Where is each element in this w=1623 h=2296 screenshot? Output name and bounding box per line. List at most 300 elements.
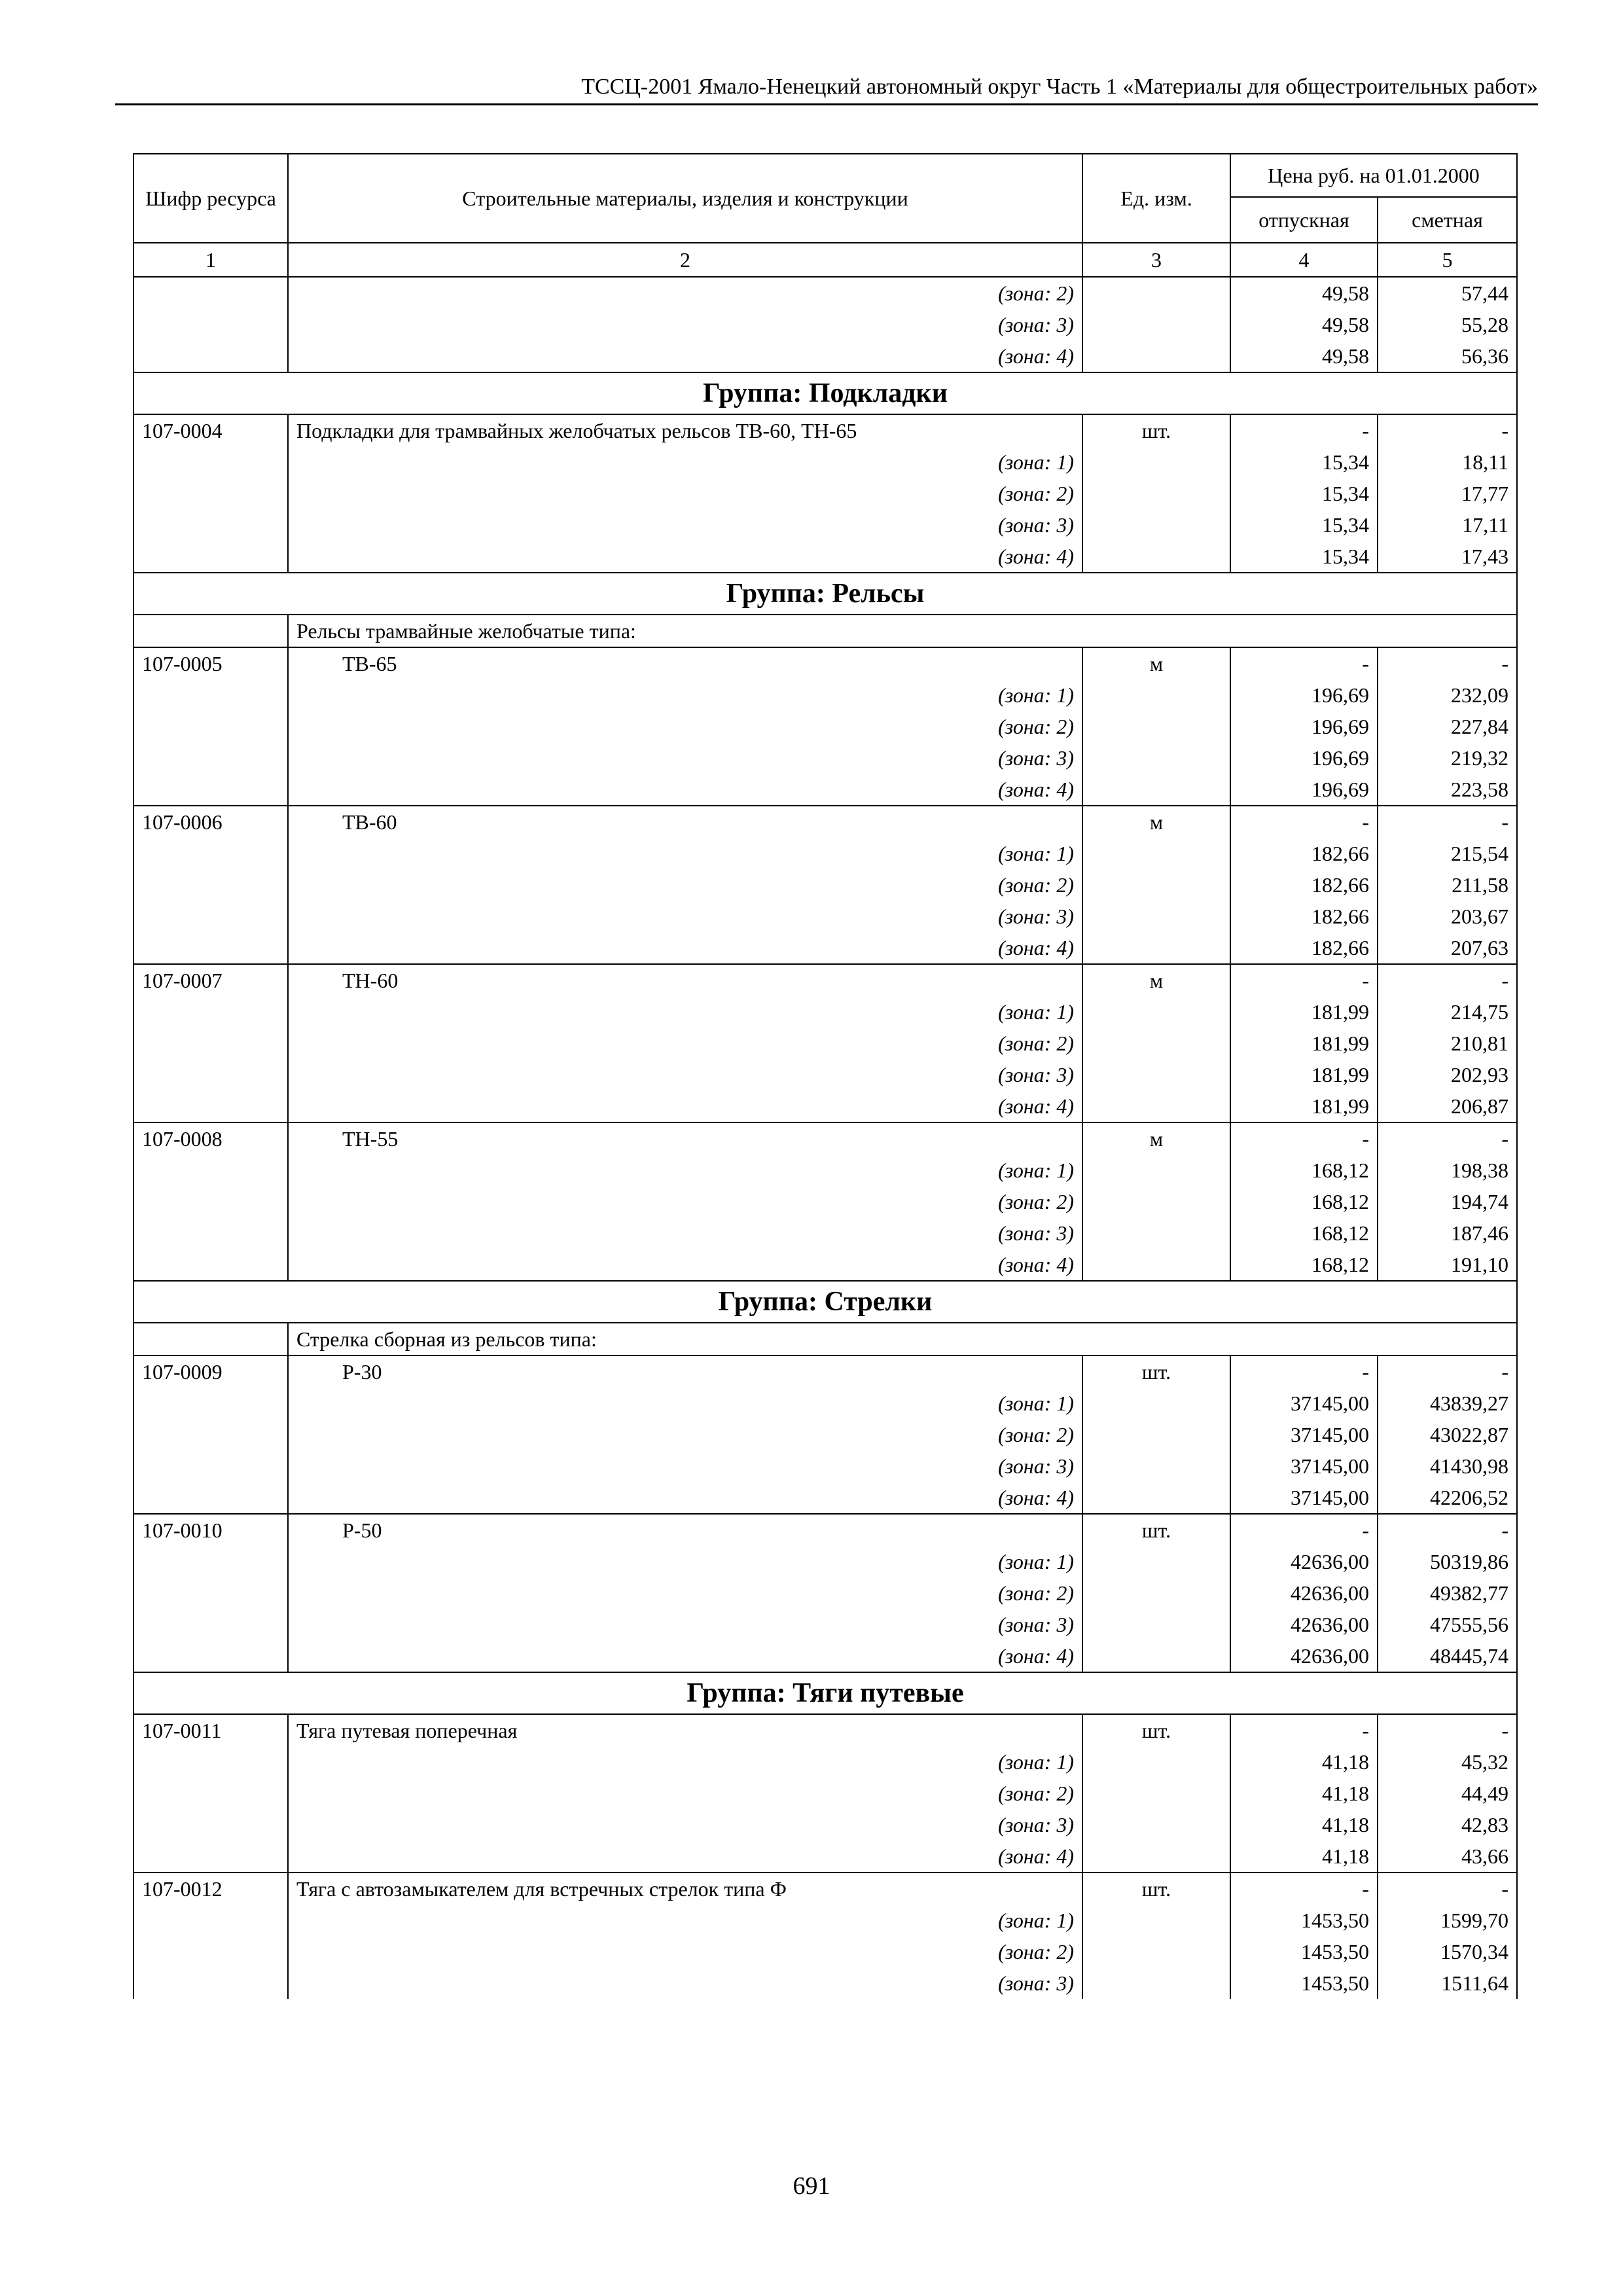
zone-price-row bbox=[134, 1905, 1517, 1936]
release-price: 15,34 bbox=[1230, 541, 1378, 573]
resource-row bbox=[134, 1122, 1517, 1155]
column-header-code: Шифр ресурса bbox=[134, 154, 288, 243]
group-heading: Группа: Стрелки bbox=[134, 1281, 1517, 1323]
resource-code-cell bbox=[134, 932, 288, 964]
zone-label: (зона: 4) bbox=[288, 932, 1082, 964]
estimate-price: 18,11 bbox=[1378, 446, 1517, 478]
resource-code-cell bbox=[134, 1090, 288, 1122]
resource-code-cell bbox=[134, 1967, 288, 1999]
column-header-name: Строительные материалы, изделия и конструкции bbox=[288, 154, 1082, 243]
release-price: 1453,50 bbox=[1230, 1905, 1378, 1936]
estimate-price: 42,83 bbox=[1378, 1809, 1517, 1840]
unit-cell bbox=[1082, 1546, 1230, 1577]
unit-of-measure: шт. bbox=[1082, 1514, 1230, 1546]
estimate-price: 206,87 bbox=[1378, 1090, 1517, 1122]
resource-code-cell bbox=[134, 1746, 288, 1778]
resource-code-cell bbox=[134, 742, 288, 774]
resource-code: 107-0012 bbox=[134, 1873, 288, 1905]
column-header-estimate-price: сметная bbox=[1378, 197, 1517, 243]
group-heading-row bbox=[134, 573, 1517, 615]
unit-of-measure: шт. bbox=[1082, 1355, 1230, 1388]
release-price: - bbox=[1230, 1122, 1378, 1155]
resource-row bbox=[134, 964, 1517, 996]
zone-label: (зона: 1) bbox=[288, 679, 1082, 711]
resource-code-cell bbox=[134, 996, 288, 1028]
zone-label: (зона: 2) bbox=[288, 1186, 1082, 1217]
estimate-price: 203,67 bbox=[1378, 901, 1517, 932]
release-price: 168,12 bbox=[1230, 1186, 1378, 1217]
zone-price-row bbox=[134, 1640, 1517, 1672]
resource-code-cell bbox=[134, 869, 288, 901]
resource-code-cell bbox=[134, 1809, 288, 1840]
group-heading: Группа: Подкладки bbox=[134, 372, 1517, 414]
zone-price-row bbox=[134, 1186, 1517, 1217]
zone-label: (зона: 1) bbox=[288, 1388, 1082, 1419]
column-header-price-group: Цена руб. на 01.01.2000 bbox=[1230, 154, 1517, 197]
estimate-price: 210,81 bbox=[1378, 1028, 1517, 1059]
estimate-price: 57,44 bbox=[1378, 277, 1517, 309]
zone-label: (зона: 1) bbox=[288, 1155, 1082, 1186]
unit-cell bbox=[1082, 340, 1230, 372]
resource-code-cell bbox=[134, 774, 288, 806]
estimate-price: 17,77 bbox=[1378, 478, 1517, 509]
release-price: - bbox=[1230, 1514, 1378, 1546]
unit-cell bbox=[1082, 309, 1230, 340]
release-price: - bbox=[1230, 806, 1378, 838]
resource-code-cell bbox=[134, 446, 288, 478]
resource-code: 107-0008 bbox=[134, 1122, 288, 1155]
group-heading-row bbox=[134, 1672, 1517, 1714]
resource-name: ТН-55 bbox=[288, 1122, 1082, 1155]
release-price: 42636,00 bbox=[1230, 1640, 1378, 1672]
estimate-price: 215,54 bbox=[1378, 838, 1517, 869]
group-heading-row bbox=[134, 1281, 1517, 1323]
unit-cell bbox=[1082, 901, 1230, 932]
estimate-price: 194,74 bbox=[1378, 1186, 1517, 1217]
group-heading-row bbox=[134, 372, 1517, 414]
resource-code-cell bbox=[134, 1640, 288, 1672]
resource-name: Р-50 bbox=[288, 1514, 1082, 1546]
resource-code-cell bbox=[134, 1059, 288, 1090]
release-price: 42636,00 bbox=[1230, 1546, 1378, 1577]
release-price: 37145,00 bbox=[1230, 1388, 1378, 1419]
table-header bbox=[134, 154, 1517, 277]
estimate-price: 198,38 bbox=[1378, 1155, 1517, 1186]
unit-cell bbox=[1082, 1059, 1230, 1090]
estimate-price: 48445,74 bbox=[1378, 1640, 1517, 1672]
unit-cell bbox=[1082, 1028, 1230, 1059]
resource-code-cell bbox=[134, 1840, 288, 1873]
resource-code-cell bbox=[134, 1249, 288, 1281]
zone-price-row bbox=[134, 1217, 1517, 1249]
subgroup-intro-row bbox=[134, 1323, 1517, 1355]
estimate-price: 211,58 bbox=[1378, 869, 1517, 901]
release-price: 196,69 bbox=[1230, 679, 1378, 711]
zone-price-row bbox=[134, 1609, 1517, 1640]
estimate-price: 223,58 bbox=[1378, 774, 1517, 806]
resource-name: ТН-60 bbox=[288, 964, 1082, 996]
zone-label: (зона: 4) bbox=[288, 541, 1082, 573]
release-price: 15,34 bbox=[1230, 509, 1378, 541]
header-divider bbox=[115, 103, 1538, 105]
zone-price-row bbox=[134, 742, 1517, 774]
resource-name: Р-30 bbox=[288, 1355, 1082, 1388]
unit-cell bbox=[1082, 932, 1230, 964]
unit-cell bbox=[1082, 711, 1230, 742]
zone-label: (зона: 2) bbox=[288, 1936, 1082, 1967]
release-price: - bbox=[1230, 1714, 1378, 1746]
resource-code-cell bbox=[134, 277, 288, 309]
zone-label: (зона: 3) bbox=[288, 1059, 1082, 1090]
zone-price-row bbox=[134, 932, 1517, 964]
unit-cell bbox=[1082, 996, 1230, 1028]
unit-cell bbox=[1082, 1217, 1230, 1249]
zone-label: (зона: 1) bbox=[288, 446, 1082, 478]
zone-label: (зона: 1) bbox=[288, 996, 1082, 1028]
column-number-1: 1 bbox=[134, 243, 288, 277]
zone-label: (зона: 3) bbox=[288, 1609, 1082, 1640]
unit-of-measure: м bbox=[1082, 647, 1230, 679]
zone-price-row bbox=[134, 1546, 1517, 1577]
resource-code-cell bbox=[134, 1186, 288, 1217]
resource-code-cell bbox=[134, 901, 288, 932]
resource-code-cell bbox=[134, 1028, 288, 1059]
unit-cell bbox=[1082, 1609, 1230, 1640]
unit-cell bbox=[1082, 277, 1230, 309]
resource-code: 107-0006 bbox=[134, 806, 288, 838]
unit-cell bbox=[1082, 1840, 1230, 1873]
zone-price-row bbox=[134, 679, 1517, 711]
zone-label: (зона: 2) bbox=[288, 711, 1082, 742]
zone-price-row bbox=[134, 1450, 1517, 1482]
release-price: 49,58 bbox=[1230, 309, 1378, 340]
release-price: 37145,00 bbox=[1230, 1450, 1378, 1482]
resource-code-cell bbox=[134, 1778, 288, 1809]
resource-code-cell bbox=[134, 1546, 288, 1577]
zone-price-row bbox=[134, 901, 1517, 932]
zone-label: (зона: 2) bbox=[288, 478, 1082, 509]
resource-code-cell bbox=[134, 309, 288, 340]
zone-price-row bbox=[134, 1778, 1517, 1809]
resource-code-cell bbox=[134, 509, 288, 541]
zone-price-row bbox=[134, 1419, 1517, 1450]
estimate-price: 207,63 bbox=[1378, 932, 1517, 964]
resource-code-cell bbox=[134, 615, 288, 647]
estimate-price: - bbox=[1378, 414, 1517, 446]
estimate-price: 41430,98 bbox=[1378, 1450, 1517, 1482]
release-price: 41,18 bbox=[1230, 1778, 1378, 1809]
unit-cell bbox=[1082, 679, 1230, 711]
unit-cell bbox=[1082, 869, 1230, 901]
zone-label: (зона: 3) bbox=[288, 1450, 1082, 1482]
unit-cell bbox=[1082, 1419, 1230, 1450]
release-price: 49,58 bbox=[1230, 277, 1378, 309]
resource-code-cell bbox=[134, 711, 288, 742]
unit-cell bbox=[1082, 1746, 1230, 1778]
release-price: 41,18 bbox=[1230, 1840, 1378, 1873]
zone-price-row bbox=[134, 1936, 1517, 1967]
resource-name: ТВ-65 bbox=[288, 647, 1082, 679]
estimate-price: 187,46 bbox=[1378, 1217, 1517, 1249]
unit-cell bbox=[1082, 478, 1230, 509]
estimate-price: - bbox=[1378, 1355, 1517, 1388]
release-price: 1453,50 bbox=[1230, 1967, 1378, 1999]
release-price: 182,66 bbox=[1230, 901, 1378, 932]
zone-price-row bbox=[134, 1840, 1517, 1873]
zone-price-row bbox=[134, 277, 1517, 309]
resource-code-cell bbox=[134, 478, 288, 509]
estimate-price: - bbox=[1378, 964, 1517, 996]
release-price: 37145,00 bbox=[1230, 1482, 1378, 1514]
zone-price-row bbox=[134, 1028, 1517, 1059]
resource-row bbox=[134, 1714, 1517, 1746]
estimate-price: 232,09 bbox=[1378, 679, 1517, 711]
zone-label: (зона: 1) bbox=[288, 1905, 1082, 1936]
estimate-price: 50319,86 bbox=[1378, 1546, 1517, 1577]
unit-cell bbox=[1082, 1450, 1230, 1482]
zone-label: (зона: 2) bbox=[288, 277, 1082, 309]
unit-cell bbox=[1082, 838, 1230, 869]
resource-row bbox=[134, 414, 1517, 446]
resource-code: 107-0007 bbox=[134, 964, 288, 996]
zone-price-row bbox=[134, 1746, 1517, 1778]
unit-of-measure: м bbox=[1082, 806, 1230, 838]
zone-price-row bbox=[134, 838, 1517, 869]
resource-name: Подкладки для трамвайных желобчатых рельсов ТВ-60, ТН-65 bbox=[288, 414, 1082, 446]
estimate-price: 202,93 bbox=[1378, 1059, 1517, 1090]
unit-cell bbox=[1082, 1905, 1230, 1936]
resource-code-cell bbox=[134, 1577, 288, 1609]
zone-price-row bbox=[134, 309, 1517, 340]
estimate-price: 1511,64 bbox=[1378, 1967, 1517, 1999]
release-price: 181,99 bbox=[1230, 1059, 1378, 1090]
unit-cell bbox=[1082, 1249, 1230, 1281]
unit-cell bbox=[1082, 1186, 1230, 1217]
table-body bbox=[134, 277, 1517, 1999]
unit-cell bbox=[1082, 1090, 1230, 1122]
resource-code-cell bbox=[134, 1609, 288, 1640]
resource-name: Тяга путевая поперечная bbox=[288, 1714, 1082, 1746]
zone-price-row bbox=[134, 996, 1517, 1028]
column-header-unit: Ед. изм. bbox=[1082, 154, 1230, 243]
release-price: 37145,00 bbox=[1230, 1419, 1378, 1450]
estimate-price: - bbox=[1378, 1514, 1517, 1546]
resource-row bbox=[134, 1355, 1517, 1388]
unit-cell bbox=[1082, 509, 1230, 541]
zone-label: (зона: 2) bbox=[288, 1028, 1082, 1059]
resource-row bbox=[134, 1873, 1517, 1905]
zone-label: (зона: 2) bbox=[288, 1419, 1082, 1450]
subgroup-intro-text: Стрелка сборная из рельсов типа: bbox=[288, 1323, 1517, 1355]
subgroup-intro-text: Рельсы трамвайные желобчатые типа: bbox=[288, 615, 1517, 647]
estimate-price: 227,84 bbox=[1378, 711, 1517, 742]
release-price: 196,69 bbox=[1230, 774, 1378, 806]
unit-of-measure: шт. bbox=[1082, 1873, 1230, 1905]
estimate-price: 45,32 bbox=[1378, 1746, 1517, 1778]
zone-price-row bbox=[134, 509, 1517, 541]
zone-label: (зона: 4) bbox=[288, 1482, 1082, 1514]
unit-cell bbox=[1082, 774, 1230, 806]
resource-code-cell bbox=[134, 1388, 288, 1419]
unit-cell bbox=[1082, 742, 1230, 774]
unit-cell bbox=[1082, 1482, 1230, 1514]
release-price: 168,12 bbox=[1230, 1217, 1378, 1249]
estimate-price: 219,32 bbox=[1378, 742, 1517, 774]
release-price: 181,99 bbox=[1230, 1090, 1378, 1122]
estimate-price: 49382,77 bbox=[1378, 1577, 1517, 1609]
estimate-price: 44,49 bbox=[1378, 1778, 1517, 1809]
page-number: 691 bbox=[793, 2172, 830, 2200]
estimate-price: - bbox=[1378, 1873, 1517, 1905]
column-number-3: 3 bbox=[1082, 243, 1230, 277]
resource-code-cell bbox=[134, 340, 288, 372]
column-number-4: 4 bbox=[1230, 243, 1378, 277]
unit-cell bbox=[1082, 1936, 1230, 1967]
release-price: 41,18 bbox=[1230, 1809, 1378, 1840]
column-number-2: 2 bbox=[288, 243, 1082, 277]
zone-label: (зона: 3) bbox=[288, 509, 1082, 541]
estimate-price: - bbox=[1378, 1122, 1517, 1155]
resource-code-cell bbox=[134, 541, 288, 573]
unit-cell bbox=[1082, 541, 1230, 573]
zone-price-row bbox=[134, 1059, 1517, 1090]
zone-price-row bbox=[134, 1090, 1517, 1122]
release-price: 41,18 bbox=[1230, 1746, 1378, 1778]
release-price: 42636,00 bbox=[1230, 1609, 1378, 1640]
release-price: 42636,00 bbox=[1230, 1577, 1378, 1609]
zone-label: (зона: 3) bbox=[288, 901, 1082, 932]
subgroup-intro-row bbox=[134, 615, 1517, 647]
unit-cell bbox=[1082, 1809, 1230, 1840]
estimate-price: 17,11 bbox=[1378, 509, 1517, 541]
release-price: 182,66 bbox=[1230, 869, 1378, 901]
release-price: 182,66 bbox=[1230, 932, 1378, 964]
zone-label: (зона: 4) bbox=[288, 340, 1082, 372]
zone-price-row bbox=[134, 1388, 1517, 1419]
resource-code-cell bbox=[134, 1450, 288, 1482]
column-header-release-price: отпускная bbox=[1230, 197, 1378, 243]
estimate-price: 43022,87 bbox=[1378, 1419, 1517, 1450]
zone-label: (зона: 3) bbox=[288, 1809, 1082, 1840]
group-heading: Группа: Тяги путевые bbox=[134, 1672, 1517, 1714]
zone-label: (зона: 2) bbox=[288, 1577, 1082, 1609]
unit-of-measure: м bbox=[1082, 964, 1230, 996]
zone-label: (зона: 1) bbox=[288, 838, 1082, 869]
resource-code: 107-0010 bbox=[134, 1514, 288, 1546]
unit-cell bbox=[1082, 1388, 1230, 1419]
release-price: 182,66 bbox=[1230, 838, 1378, 869]
release-price: - bbox=[1230, 1355, 1378, 1388]
release-price: 168,12 bbox=[1230, 1249, 1378, 1281]
group-heading: Группа: Рельсы bbox=[134, 573, 1517, 615]
zone-label: (зона: 3) bbox=[288, 1217, 1082, 1249]
estimate-price: 43,66 bbox=[1378, 1840, 1517, 1873]
zone-price-row bbox=[134, 478, 1517, 509]
zone-price-row bbox=[134, 1482, 1517, 1514]
resource-code: 107-0011 bbox=[134, 1714, 288, 1746]
zone-label: (зона: 4) bbox=[288, 1640, 1082, 1672]
zone-label: (зона: 2) bbox=[288, 1778, 1082, 1809]
zone-price-row bbox=[134, 1155, 1517, 1186]
zone-price-row bbox=[134, 1577, 1517, 1609]
estimate-price: 55,28 bbox=[1378, 309, 1517, 340]
unit-cell bbox=[1082, 446, 1230, 478]
unit-cell bbox=[1082, 1967, 1230, 1999]
resource-code-cell bbox=[134, 1217, 288, 1249]
release-price: - bbox=[1230, 647, 1378, 679]
resource-row bbox=[134, 806, 1517, 838]
release-price: 196,69 bbox=[1230, 742, 1378, 774]
zone-label: (зона: 4) bbox=[288, 1249, 1082, 1281]
resource-code-cell bbox=[134, 1482, 288, 1514]
estimate-price: 42206,52 bbox=[1378, 1482, 1517, 1514]
release-price: - bbox=[1230, 414, 1378, 446]
estimate-price: - bbox=[1378, 647, 1517, 679]
zone-label: (зона: 3) bbox=[288, 742, 1082, 774]
unit-cell bbox=[1082, 1577, 1230, 1609]
estimate-price: 17,43 bbox=[1378, 541, 1517, 573]
estimate-price: 1570,34 bbox=[1378, 1936, 1517, 1967]
zone-label: (зона: 1) bbox=[288, 1746, 1082, 1778]
estimate-price: - bbox=[1378, 1714, 1517, 1746]
zone-label: (зона: 4) bbox=[288, 774, 1082, 806]
column-number-5: 5 bbox=[1378, 243, 1517, 277]
zone-label: (зона: 2) bbox=[288, 869, 1082, 901]
resource-code: 107-0005 bbox=[134, 647, 288, 679]
release-price: 1453,50 bbox=[1230, 1936, 1378, 1967]
unit-cell bbox=[1082, 1778, 1230, 1809]
unit-of-measure: шт. bbox=[1082, 1714, 1230, 1746]
estimate-price: 191,10 bbox=[1378, 1249, 1517, 1281]
resource-code-cell bbox=[134, 1155, 288, 1186]
release-price: - bbox=[1230, 1873, 1378, 1905]
zone-price-row bbox=[134, 1249, 1517, 1281]
zone-label: (зона: 4) bbox=[288, 1840, 1082, 1873]
unit-cell bbox=[1082, 1640, 1230, 1672]
zone-label: (зона: 3) bbox=[288, 1967, 1082, 1999]
estimate-price: - bbox=[1378, 806, 1517, 838]
zone-price-row bbox=[134, 446, 1517, 478]
resource-code: 107-0004 bbox=[134, 414, 288, 446]
resource-code-cell bbox=[134, 838, 288, 869]
release-price: 168,12 bbox=[1230, 1155, 1378, 1186]
zone-price-row bbox=[134, 541, 1517, 573]
unit-of-measure: м bbox=[1082, 1122, 1230, 1155]
resource-code-cell bbox=[134, 1323, 288, 1355]
release-price: 15,34 bbox=[1230, 446, 1378, 478]
resource-row bbox=[134, 1514, 1517, 1546]
estimate-price: 43839,27 bbox=[1378, 1388, 1517, 1419]
zone-price-row bbox=[134, 869, 1517, 901]
resource-code-cell bbox=[134, 1905, 288, 1936]
release-price: 181,99 bbox=[1230, 1028, 1378, 1059]
resource-row bbox=[134, 647, 1517, 679]
release-price: 181,99 bbox=[1230, 996, 1378, 1028]
zone-price-row bbox=[134, 1809, 1517, 1840]
estimate-price: 214,75 bbox=[1378, 996, 1517, 1028]
release-price: - bbox=[1230, 964, 1378, 996]
zone-price-row bbox=[134, 1967, 1517, 1999]
unit-of-measure: шт. bbox=[1082, 414, 1230, 446]
estimate-price: 1599,70 bbox=[1378, 1905, 1517, 1936]
resource-code-cell bbox=[134, 1936, 288, 1967]
unit-cell bbox=[1082, 1155, 1230, 1186]
estimate-price: 56,36 bbox=[1378, 340, 1517, 372]
estimate-price: 47555,56 bbox=[1378, 1609, 1517, 1640]
zone-label: (зона: 4) bbox=[288, 1090, 1082, 1122]
resource-code-cell bbox=[134, 679, 288, 711]
resource-name: Тяга с автозамыкателем для встречных стрелок типа Ф bbox=[288, 1873, 1082, 1905]
